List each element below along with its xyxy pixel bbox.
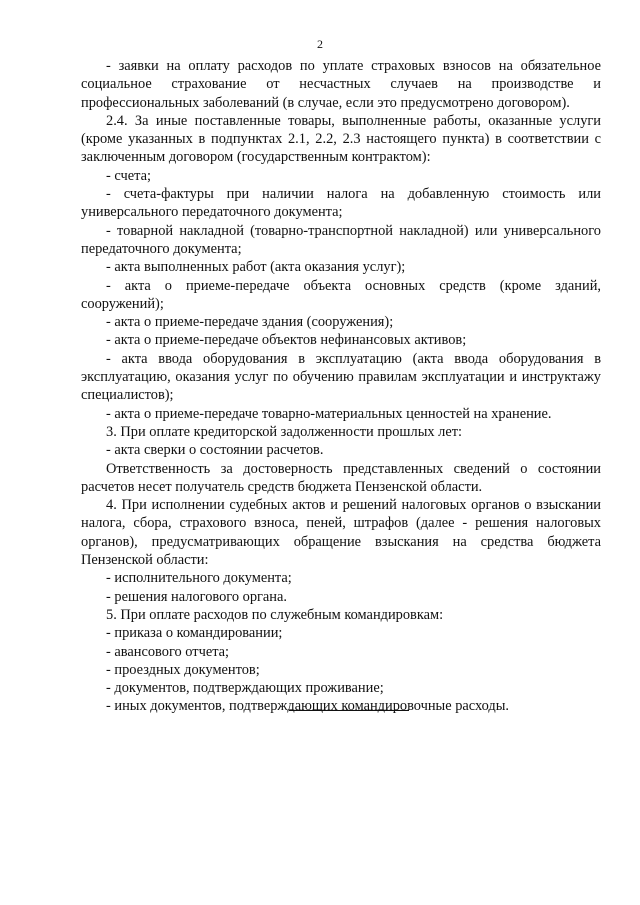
list-item-storage-act: - акта о приеме-передаче товарно-материальных ценностей на хранение. bbox=[106, 405, 552, 422]
document-body bbox=[81, 57, 601, 716]
list-item-work-act: - акта выполненных работ (акта оказания услуг); bbox=[106, 259, 406, 276]
list-item-equipment-commissioning-act: - акта ввода оборудования в эксплуатацию (акта ввода оборудования в эксплуатацию, оказания услуг по обучению правилам эксплуатации и инструктажу специалистов); bbox=[81, 350, 601, 404]
list-item-fixed-assets-act: - акта о приеме-передаче объекта основных средств (кроме зданий, сооружений); bbox=[81, 277, 601, 312]
paragraph-5-business-trips: 5. При оплате расходов по служебным командировкам: bbox=[106, 606, 444, 623]
list-item-invoice: - счета; bbox=[106, 167, 151, 184]
paragraph-insurance-claims: - заявки на оплату расходов по уплате страховых взносов на обязательное социальное страхование от несчастных случаев на производстве и профессиональных заболеваний (в случае, если это предусмотрено договором). bbox=[81, 58, 601, 111]
list-item-other-trip-documents: - иных документов, подтверждающих командировочные расходы. bbox=[106, 698, 510, 715]
list-item-building-act: - акта о приеме-передаче здания (сооружения); bbox=[106, 314, 394, 331]
list-item-waybill: - товарной накладной (товарно-транспортной накладной) или универсального передаточного документа; bbox=[81, 222, 601, 257]
list-item-advance-report: - авансового отчета; bbox=[106, 643, 230, 660]
list-item-reconciliation-act: - акта сверки о состоянии расчетов. bbox=[106, 442, 324, 459]
paragraph-responsibility: Ответственность за достоверность представленных сведений о состоянии расчетов несет получатель средств бюджета Пензенской области. bbox=[81, 460, 601, 495]
paragraph-4-court-acts: 4. При исполнении судебных актов и решений налоговых органов о взыскании налога, сбора, страхового взноса, пеней, штрафов (далее - решения налоговых органов), предусматривающих обращение взыскания на средства бюджета Пензенской области: bbox=[81, 497, 601, 569]
list-item-vat-invoice: - счета-фактуры при наличии налога на добавленную стоимость или универсального передаточного документа; bbox=[81, 186, 601, 221]
list-item-trip-order: - приказа о командировании; bbox=[106, 625, 283, 642]
list-item-nonfinancial-assets-act: - акта о приеме-передаче объектов нефинансовых активов; bbox=[106, 332, 467, 349]
closing-rule bbox=[289, 710, 409, 711]
list-item-accommodation-documents: - документов, подтверждающих проживание; bbox=[106, 680, 384, 697]
list-item-travel-documents: - проездных документов; bbox=[106, 661, 260, 678]
paragraph-2-4-other-goods: 2.4. За иные поставленные товары, выполненные работы, оказанные услуги (кроме указанных в подпунктах 2.1, 2.2, 2.3 настоящего пункта) в соответствии с заключенным договором (государственным контрактом): bbox=[81, 112, 601, 166]
list-item-tax-decision: - решения налогового органа. bbox=[106, 588, 287, 605]
list-item-enforcement-document: - исполнительного документа; bbox=[106, 570, 292, 587]
paragraph-3-prior-debt: 3. При оплате кредиторской задолженности прошлых лет: bbox=[106, 423, 463, 440]
page-number: 2 bbox=[317, 37, 323, 51]
